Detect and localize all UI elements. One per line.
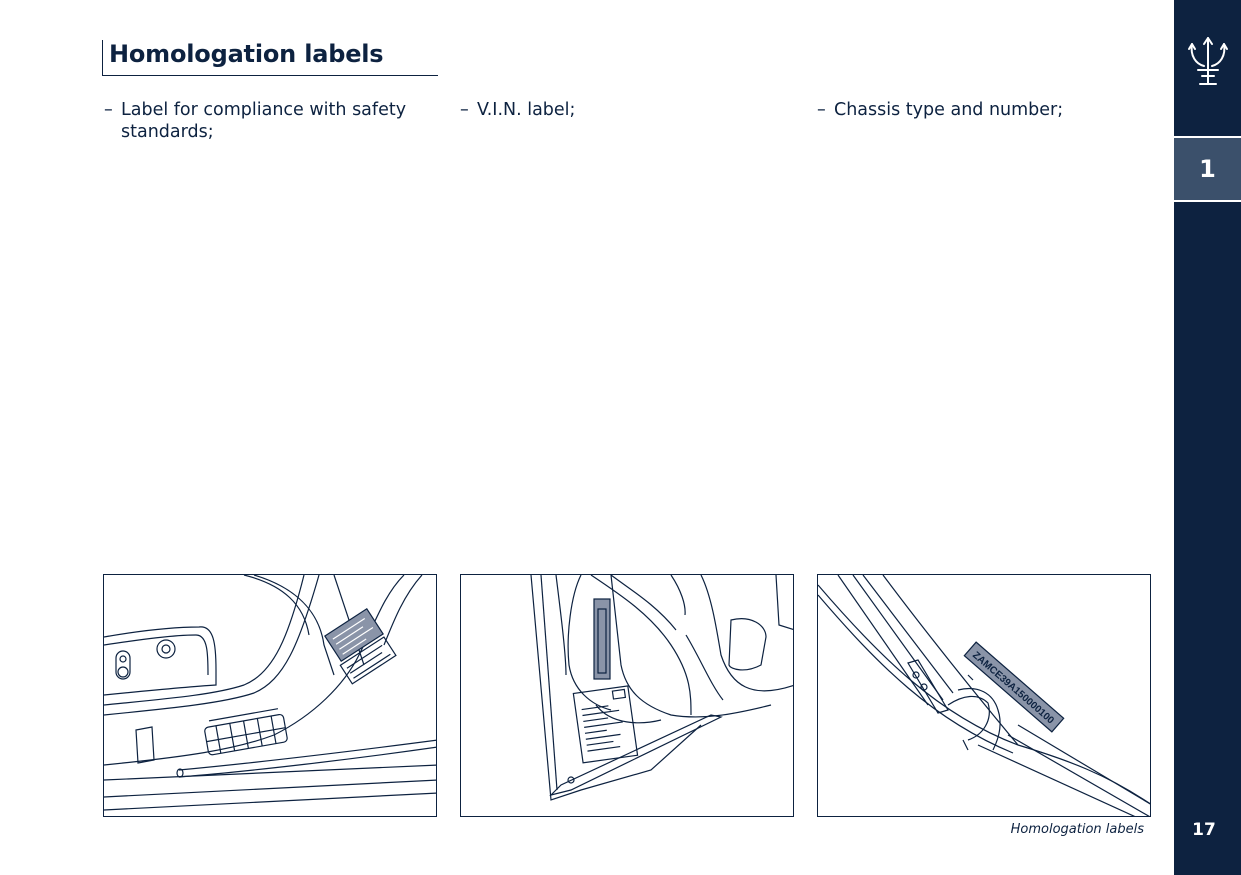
bullet-safety-label: – Label for compliance with safety standards;	[104, 100, 407, 142]
bullet-text: V.I.N. label;	[477, 100, 576, 120]
trident-logo-icon	[1184, 34, 1232, 90]
chassis-number-text: ZAMCE39A150000100	[970, 649, 1056, 727]
figure-chassis-number	[817, 574, 1151, 817]
bullet-text: Label for compliance with safety standards;	[121, 100, 407, 142]
bullet-text: Chassis type and number;	[834, 100, 1064, 120]
bullet-vin-label: – V.I.N. label;	[460, 100, 576, 120]
chapter-sidebar	[1174, 0, 1241, 875]
chapter-tab-1[interactable]: 1	[1174, 136, 1241, 202]
page-number: 17	[1192, 820, 1216, 840]
footer-caption: Homologation labels	[1010, 822, 1144, 837]
section-heading	[102, 40, 438, 76]
page-title: Homologation labels	[109, 40, 384, 68]
figure-vin-label	[460, 574, 794, 817]
figure-safety-label	[103, 574, 437, 817]
bullet-chassis-number: – Chassis type and number;	[817, 100, 1064, 120]
